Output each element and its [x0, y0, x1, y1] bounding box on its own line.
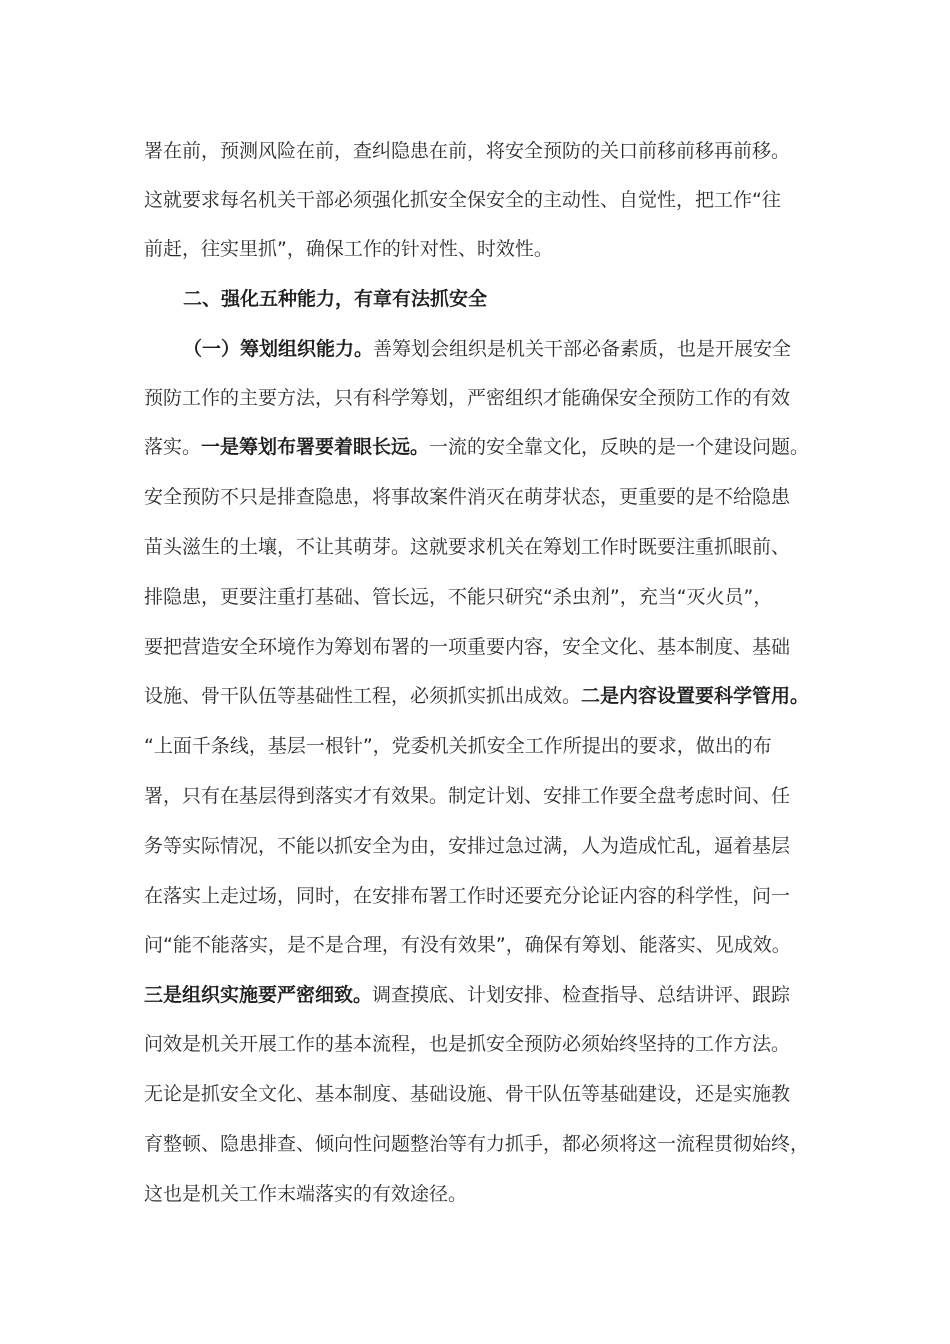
text-run: 落实。 [144, 436, 202, 458]
text-run: 这就要求每名机关干部必须强化抓安全保安全的主动性、自觉性，把工作“往 [144, 189, 781, 211]
text-run: 一流的安全靠文化，反映的是一个建设问题。 [429, 436, 810, 458]
text-run: 署，只有在基层得到落实才有效果。制定计划、安排工作要全盘考虑时间、任 [144, 785, 791, 807]
text-line-13 [144, 733, 772, 759]
text-line-1 [144, 138, 790, 164]
text-run: 预防工作的主要方法，只有科学筹划，严密组织才能确保安全预防工作的有效 [144, 387, 791, 409]
text-line-19 [144, 1031, 790, 1057]
text-run: 前赶，往实里抓”，确保工作的针对性、时效性。 [144, 238, 553, 260]
text-run: 署在前，预测风险在前，查纠隐患在前，将安全预防的关口前移前移再前移。 [144, 140, 791, 162]
text-run: 这也是机关工作末端落实的有效途径。 [144, 1183, 468, 1205]
text-line-16 [144, 883, 790, 909]
text-run: 问效是机关开展工作的基本流程，也是抓安全预防必须始终坚持的工作方法。 [144, 1033, 791, 1055]
text-run: 调查摸底、计划安排、检查指导、总结讲评、跟踪 [372, 984, 791, 1006]
text-run: 排隐患，更要注重打基础、管长远，不能只研究“杀虫剂”，充当“灭火员”， [144, 586, 773, 608]
text-run: 在落实上走过场，同时，在安排布署工作时还要充分论证内容的科学性，问一 [144, 885, 791, 907]
text-line-21 [144, 1131, 809, 1157]
text-line-12 [144, 683, 809, 709]
text-line-6 [144, 385, 790, 411]
text-run: 问“能不能落实，是不是合理，有没有效果”，确保有筹划、能落实、见成效。 [144, 934, 791, 956]
text-line-3 [144, 236, 553, 262]
bold-run: 二是内容设置要科学管用。 [581, 685, 810, 707]
text-run: 无论是抓安全文化、基本制度、基础设施、骨干队伍等基础建设，还是实施教 [144, 1083, 791, 1105]
text-run: 育整顿、隐患排查、倾向性问题整治等有力抓手，都必须将这一流程贯彻始终， [144, 1133, 810, 1155]
text-run: 设施、骨干队伍等基础性工程，必须抓实抓出成效。 [144, 685, 582, 707]
text-run: 安全预防不只是排查隐患，将事故案件消灭在萌芽状态，更重要的是不给隐患 [144, 486, 791, 508]
text-line-18 [144, 982, 790, 1008]
text-run: 善筹划会组织是机关干部必备素质，也是开展安全 [373, 338, 792, 360]
text-line-10 [144, 584, 772, 610]
text-line-11 [144, 634, 790, 660]
subheading-text: （一）筹划组织能力。 [183, 338, 374, 360]
text-run: 苗头滋生的土壤，不让其萌芽。这就要求机关在筹划工作时既要注重抓眼前、 [144, 536, 791, 558]
text-line-22 [144, 1181, 467, 1207]
bold-run: 一是筹划布署要着眼长远。 [201, 436, 430, 458]
text-line-20 [144, 1081, 790, 1107]
section-heading [183, 286, 487, 312]
text-line-14 [144, 783, 790, 809]
text-run: “上面千条线，基层一根针”，党委机关抓安全工作所提出的要求，做出的布 [144, 735, 772, 757]
text-run: 务等实际情况，不能以抓安全为由，安排过急过满，人为造成忙乱，逼着基层 [144, 835, 791, 857]
text-line-2 [144, 187, 781, 213]
text-line-8 [144, 484, 790, 510]
text-line-7 [144, 434, 809, 460]
text-line-5 [183, 336, 791, 362]
heading-text: 二、强化五种能力，有章有法抓安全 [183, 288, 488, 310]
text-line-9 [144, 534, 790, 560]
text-line-17 [144, 932, 791, 958]
text-line-15 [144, 833, 790, 859]
bold-run: 三是组织实施要严密细致。 [144, 984, 373, 1006]
text-run: 要把营造安全环境作为筹划布署的一项重要内容，安全文化、基本制度、基础 [144, 636, 791, 658]
